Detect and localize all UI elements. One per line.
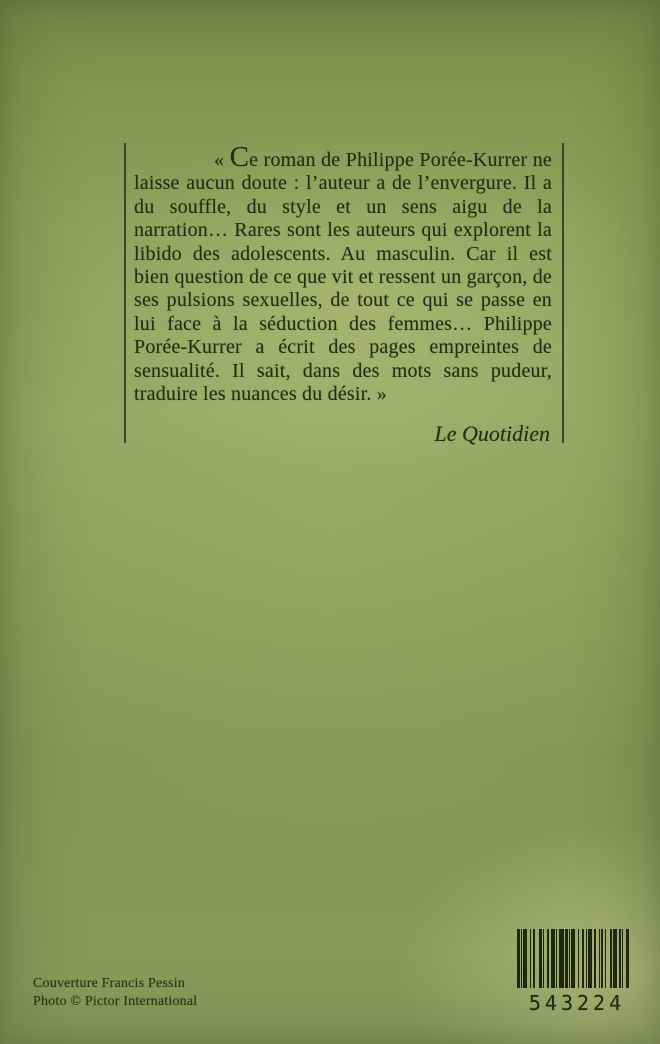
quote-box bbox=[124, 141, 564, 447]
quote-body: e roman de Philippe Porée-Kurrer ne laisse aucun doute : l’auteur a de l’envergure. Il a du souffle, du style et un sens aigu de la narration… Rares sont les auteurs qui explorent la libido des adolescents. Au masculin. Car il est bien question de ce que vit et ressent un garçon, de ses pulsions sexuelles, de tout ce qui se passe en lui face à la séduction des femmes… Philippe Porée-Kurrer a écrit des pages empreintes de sensualité. Il sait, dans des mots sans pudeur, traduire les nuances du désir. » bbox=[134, 149, 552, 406]
quote-text bbox=[124, 143, 564, 406]
photo-copyright-credit: Photo © Pictor International bbox=[33, 994, 198, 1009]
cover-designer-credit: Couverture Francis Pessin bbox=[33, 976, 185, 991]
quote-attribution: Le Quotidien bbox=[434, 421, 550, 447]
quote-rule-left bbox=[124, 143, 126, 443]
quote-rule-right bbox=[562, 143, 564, 443]
barcode-bars bbox=[517, 929, 633, 988]
quote-opening-guillemet: « bbox=[214, 149, 230, 171]
barcode-number: 543224 bbox=[528, 991, 626, 1015]
credits-block bbox=[33, 975, 197, 1011]
quote-drop-initial: C bbox=[229, 141, 250, 173]
barcode bbox=[517, 929, 633, 1015]
